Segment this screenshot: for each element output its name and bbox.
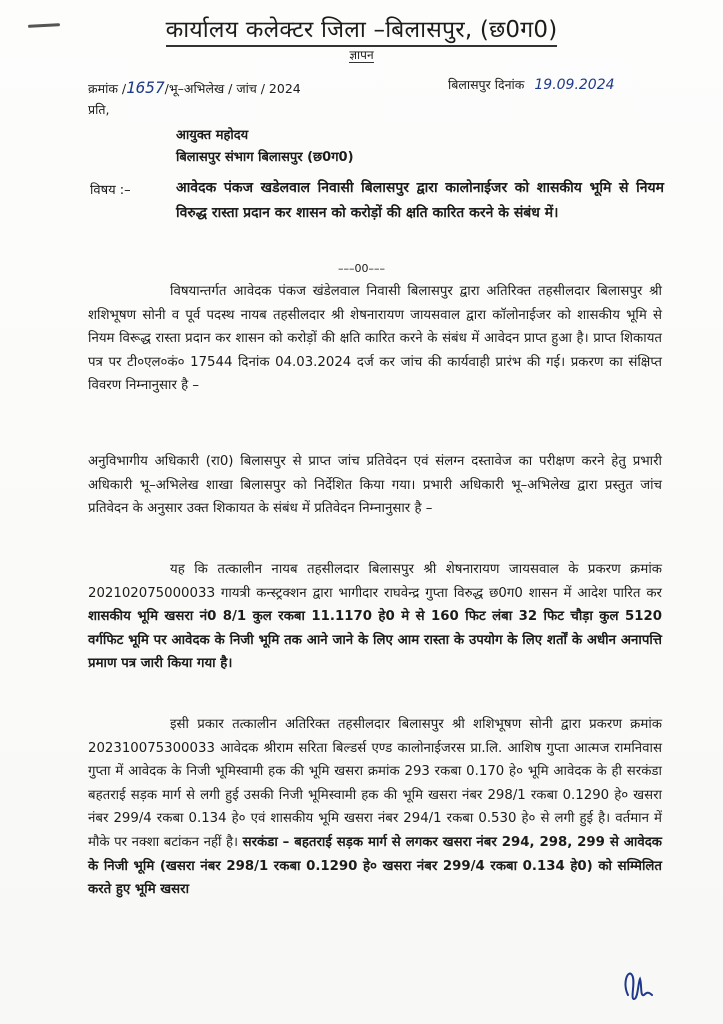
ref-number-handwritten: 1657 — [126, 78, 165, 97]
subject-text: आवेदक पंकज खडेलवाल निवासी बिलासपुर द्वारा कालोनाईजर को शासकीय भूमि से नियम विरुद्ध रास्ता प्रदान कर शासन को करोड़ों की क्षति कारित करने के संबंध में। — [176, 180, 664, 221]
place-date-line — [448, 76, 615, 93]
paragraph-4-bold-text: सरकंडा – बहतराई सड़क मार्ग से लगकर खसरा नंबर 294, 298, 299 से आवेदक के निजी भूमि (खसरा नंबर 298/1 रकबा 0.1290 हे० खसरा नंबर 299/4 रकबा 0.134 हे0) को सम्मिलित करते हुए भूमि खसरा — [88, 834, 663, 898]
ref-suffix: /भू–अभिलेख / जांच / 2024 — [164, 81, 301, 96]
paragraph-4-text: इसी प्रकार तत्कालीन अतिरिक्त तहसीलदार बिलासपुर श्री शशिभूषण सोनी द्वारा प्रकरण क्रमांक 202310075300033 आवेदक श्रीराम सरिता बिल्डर्स एण्ड कालोनाईजरस प्रा.लि. आशिष गुप्ता आत्मज रामनिवास गुप्ता में आवेदक के निजी भूमिस्वामी हक की भूमि खसरा क्रमांक 293 रकबा 0.170 हे० भूमि आवेदक के ही सरकंडा बहतराई सड़क मार्ग से लगी हुई उसकी निजी भूमिस्वामी हक की भूमि खसरा नंबर 298/1 रकबा 0.1290 हे० खसरा नंबर 299/4 रकबा 0.134 हे० एवं शासकीय भूमि खसरा नंबर 294/1 रकबा 0.530 हे० से लगी हुई है। वर्तमान में मौके पर नक्शा बटांकन नहीं है। — [88, 717, 662, 850]
paragraph-3-bold-text: शासकीय भूमि खसरा नं0 8/1 कुल रकबा 11.1170 हे0 मे से 160 फिट लंबा 32 फिट चौड़ा कुल 5120 वर्गफिट भूमि पर आवेदक के निजी भूमि तक आने जाने के लिए आम रास्ता के उपयोग के लिए शर्तों के अधीन अनापत्ति प्रमाण पत्र जारी किया गया है। — [88, 609, 662, 672]
office-title-text: कार्यालय कलेक्टर जिला –बिलासपुर, (छ0ग0) — [166, 17, 558, 47]
paragraph-4 — [88, 713, 662, 902]
ref-prefix: क्रमांक / — [88, 81, 127, 96]
addressee-line-2: बिलासपुर संभाग बिलासपुर (छ0ग0) — [176, 150, 354, 165]
paragraph-1: विषयान्तर्गत आवेदक पंकज खंडेलवाल निवासी बिलासपुर द्वारा अतिरिक्त तहसीलदार बिलासपुर श्री शशिभूषण सोनी व पूर्व पदस्थ नायब तहसीलदार श्री शेषनारायण जायसवाल द्वारा कॉलोनाईजर को शासकीय भूमि से नियम विरूद्ध रास्ता प्रदान कर शासन को करोड़ों की क्षति कारित करने के संबंध में आवेदन प्राप्त हुआ है। प्राप्त शिकायत पत्र पर टी०एल०कं० 17544 दिनांक 04.03.2024 दर्ज कर जांच की कार्यवाही प्रारंभ की गई। प्रकरण का संक्षिप्त विवरण निम्नानुसार है – — [88, 284, 662, 394]
paragraph-3 — [88, 558, 662, 676]
paragraph-3-text: यह कि तत्कालीन नायब तहसीलदार बिलासपुर श्री शेषनारायण जायसवाल के प्रकरण क्रमांक 20210207500003З गायत्री कन्स्ट्रक्शन द्वारा भागीदार राघवेन्द्र गुप्ता विरुद्ध छ0ग0 शासन में आदेश पारित कर — [88, 562, 662, 601]
reference-number-line — [88, 78, 301, 97]
separator: –––00––– — [338, 262, 385, 275]
office-title — [0, 12, 723, 44]
addressee-line-1: आयुक्त महोदय — [176, 128, 249, 143]
signature-icon — [618, 965, 660, 1007]
addressee-block — [176, 125, 354, 169]
memo-label — [0, 46, 723, 63]
paragraph-2: अनुविभागीय अधिकारी (रा0) बिलासपुर से प्राप्त जांच प्रतिवेदन एवं संलग्न दस्तावेज का परीक्षण करने हेतु प्रभारी अधिकारी भू–अभिलेख शाखा बिलासपुर को निर्देशित किया गया। प्रभारी अधिकारी भू–अभिलेख द्वारा प्रस्तुत जांच प्रतिवेदन के अनुसार उक्त शिकायत के संबंध में प्रतिवेदन निम्नानुसार है – — [88, 454, 662, 517]
to-label: प्रति, — [88, 102, 110, 117]
date-handwritten: 19.09.2024 — [534, 77, 615, 93]
memo-label-text: ज्ञापन — [349, 48, 374, 62]
subject-label: विषय :– — [90, 183, 131, 198]
place-date-label: बिलासपुर दिनांक — [448, 77, 525, 92]
